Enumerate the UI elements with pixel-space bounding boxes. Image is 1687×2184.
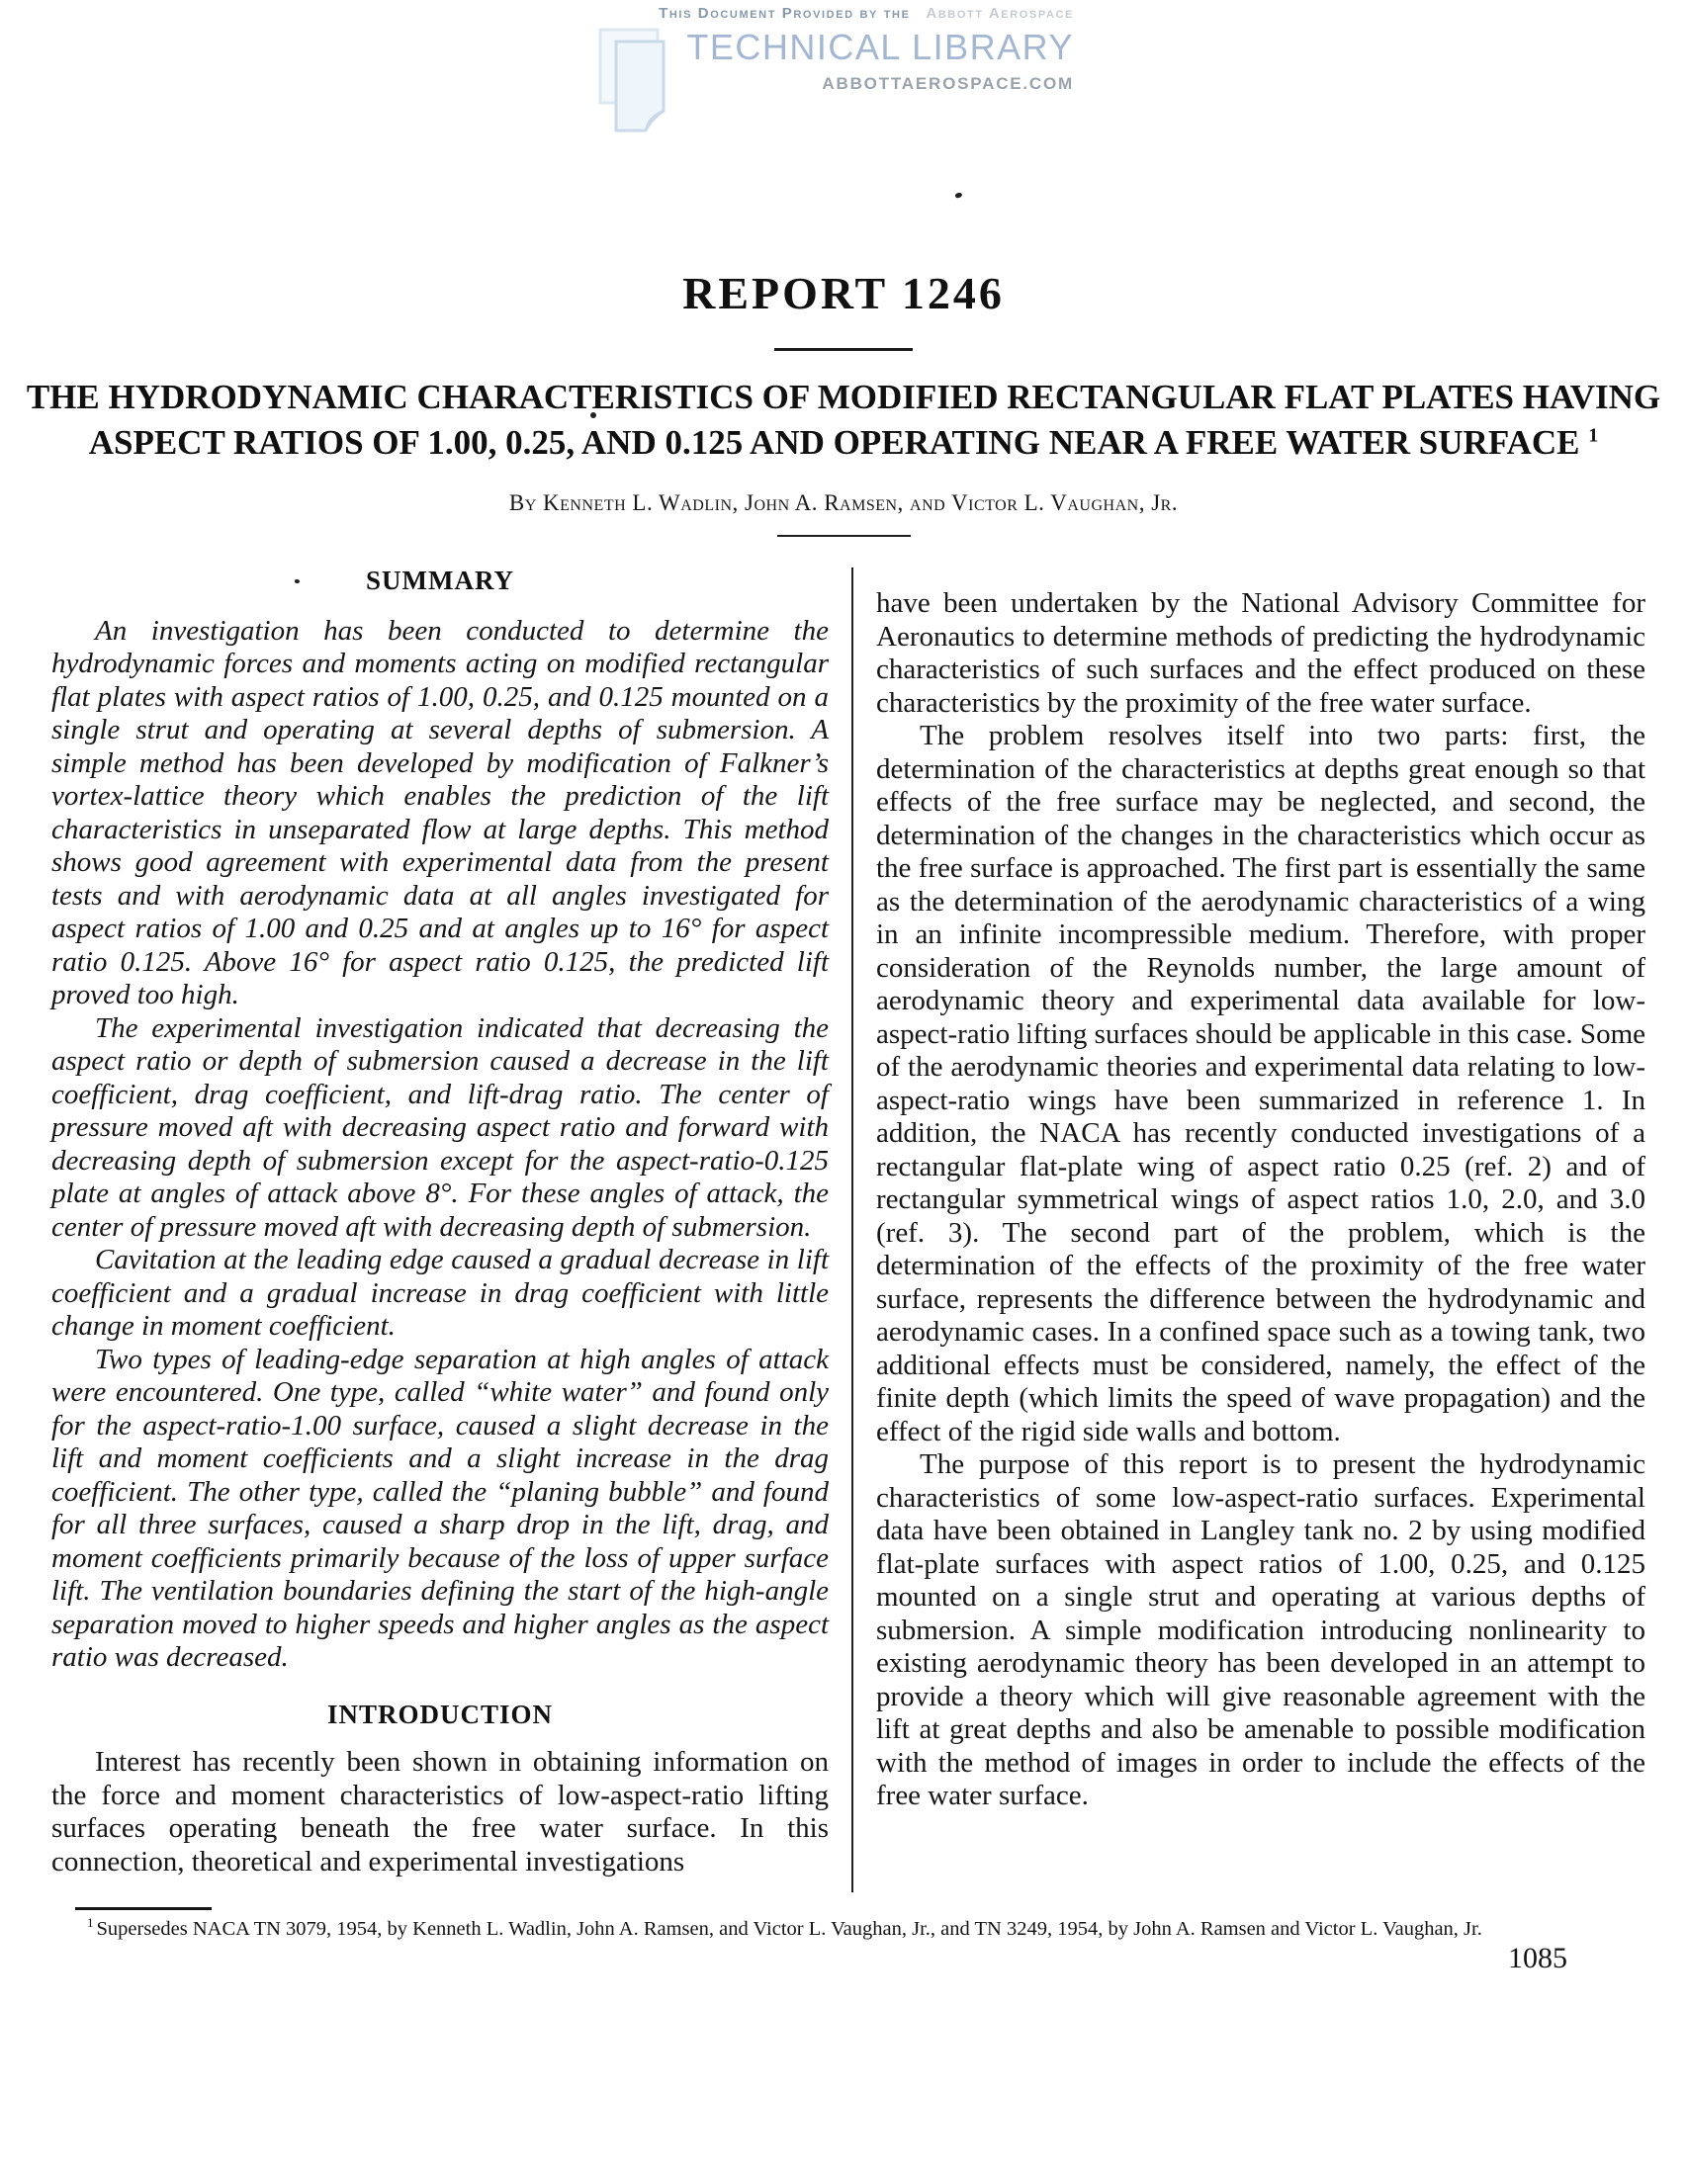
footnote — [87, 1917, 1630, 1941]
body-paragraph: The purpose of this report is to present the hydrodynamic characteristics of some low-aspect-ratio surfaces. Experimental data have been obtained in Langley tank no. 2 by using modified flat-plate surfaces with aspect ratios of 1.00, 0.25, and 0.125 mounted on a single strut and operating at various depths of submersion. A simple modification introducing nonlinearity to existing aerodynamic theory has been developed in an attempt to provide a theory which will give reasonable agreement with the lift at great depths and also be amenable to possible modification with the method of images in order to include the effects of the free water surface. — [876, 1448, 1645, 1811]
right-column — [876, 587, 1645, 1813]
body-paragraph: The problem resolves itself into two parts: first, the determination of the characteristics at depths great enough so that effects of the free surface may be neglected, and second, the determination of the changes in the characteristics which occur as the free surface is approached. The first part is essentially the same as the determination of the aerodynamic characteristics of a wing in an infinite incompressible medium. Therefore, with proper consideration of the Reynolds number, the large amount of aerodynamic theory and experimental data available for low-aspect-ratio lifting surfaces should be applicable in this case. Some of the aerodynamic theories and experimental data relating to low-aspect-ratio wings have been summarized in reference 1. In addition, the NACA has recently conducted investigations of a rectangular flat-plate wing of aspect ratio 0.25 (ref. 2) and of rectangular symmetrical wings of aspect ratios 1.0, 2.0, and 3.0 (ref. 3). The second part of the problem, which is the determination of the effects of the proximity of the free water surface, represents the difference between the hydrodynamic and aerodynamic cases. In a confined space such as a towing tank, two additional effects must be considered, namely, the effect of the finite depth (which limits the speed of wave propagation) and the effect of the rigid side walls and bottom. — [876, 720, 1645, 1447]
left-column — [51, 565, 829, 1878]
banner-provided-by-line — [593, 6, 1074, 21]
page-title-line2: ASPECT RATIOS OF 1.00, 0.25, AND 0.125 AND OPERATING NEAR A FREE WATER SURFACE $^1$ — [88, 423, 1599, 462]
report-number: REPORT 1246 — [682, 268, 1005, 318]
document-icon — [594, 28, 693, 138]
horizontal-rule — [777, 535, 911, 537]
provider-banner — [593, 6, 1074, 92]
horizontal-rule — [774, 348, 913, 351]
column-divider-rule — [851, 568, 853, 1892]
summary-paragraph: Cavitation at the leading edge caused a gradual decrease in lift coefficient and a gradual increase in drag coefficient with little change in moment coefficient. — [51, 1244, 829, 1342]
scan-artifact — [954, 192, 962, 199]
body-paragraph: have been undertaken by the National Advisory Committee for Aeronautics to determine methods of predicting the hydrodynamic characteristics of such surfaces and the effect produced on these characteristics by the proximity of the free water surface. — [876, 587, 1645, 719]
summary-paragraph: An investigation has been conducted to determine the hydrodynamic forces and moments acting on modified rectangular flat plates with aspect ratios of 1.00, 0.25, and 0.125 mounted on a single strut and operating at several depths of submersion. A simple method has been developed by modification of Falkner’s vortex-lattice theory which enables the prediction of the lift characteristics in unseparated flow at large depths. This method shows good agreement with experimental data from the present tests and with aerodynamic data at all angles investigated for aspect ratios of 1.00 and 0.25 and at angles up to 16° for aspect ratio 0.125. Above 16° for aspect ratio 0.125, the predicted lift proved too high. — [51, 614, 829, 1010]
footnote-rule — [75, 1907, 212, 1910]
summary-paragraph: The experimental investigation indicated that decreasing the aspect ratio or depth of submersion caused a decrease in the lift coefficient, drag coefficient, and lift-drag ratio. The center of pressure moved aft with decreasing aspect ratio and forward with decreasing depth of submersion except for the aspect-ratio-0.125 plate at angles of attack above 8°. For these angles of attack, the center of pressure moved aft with decreasing depth of submersion. — [51, 1011, 829, 1243]
banner-library-title: TECHNICAL LIBRARY — [686, 27, 1074, 67]
banner-url: ABBOTTAEROSPACE.COM — [822, 74, 1074, 93]
summary-paragraph: Two types of leading-edge separation at high angles of attack were encountered. One type, called “white water” and found only for the aspect-ratio-1.00 surface, caused a slight decrease in the lift and moment coefficients and a slight increase in the drag coefficient. The other type, called the “planing bubble” and found for all three surfaces, caused a sharp drop in the lift, drag, and moment coefficients primarily because of the loss of upper surface lift. The ventilation boundaries defining the start of the high-angle separation moved to higher speeds and higher angles as the aspect ratio was decreased. — [51, 1343, 829, 1673]
summary-section — [51, 615, 829, 1675]
banner-provided-by-text: This Document Provided by the — [659, 5, 911, 22]
introduction-paragraph: Interest has recently been shown in obtaining information on the force and moment characteristics of low-aspect-ratio lifting surfaces operating beneath the free water surface. In this connection, theoretical and experimental investigations — [51, 1746, 829, 1878]
title-footnote-ref: 1 — [1588, 424, 1599, 447]
byline: By Kenneth L. Wadlin, John A. Ramsen, and Victor L. Vaughan, Jr. — [508, 490, 1179, 515]
footnote-marker: 1 — [87, 1915, 94, 1931]
footnote-text: Supersedes NACA TN 3079, 1954, by Kenneth L. Wadlin, John A. Ramsen, and Victor L. Vaughan, Jr., and TN 3249, 1954, by John A. Ramsen and Victor L. Vaughan, Jr. — [96, 1918, 1482, 1940]
page-number: 1085 — [1508, 1942, 1567, 1974]
page-title-line1: THE HYDRODYNAMIC CHARACTERISTICS OF MODIFIED RECTANGULAR FLAT PLATES HAVING — [26, 378, 1661, 416]
banner-brand-text: Abbott Aerospace — [926, 5, 1074, 22]
page-title — [0, 375, 1687, 466]
introduction-heading: INTRODUCTION — [326, 1699, 554, 1729]
summary-heading: SUMMARY — [365, 566, 515, 595]
